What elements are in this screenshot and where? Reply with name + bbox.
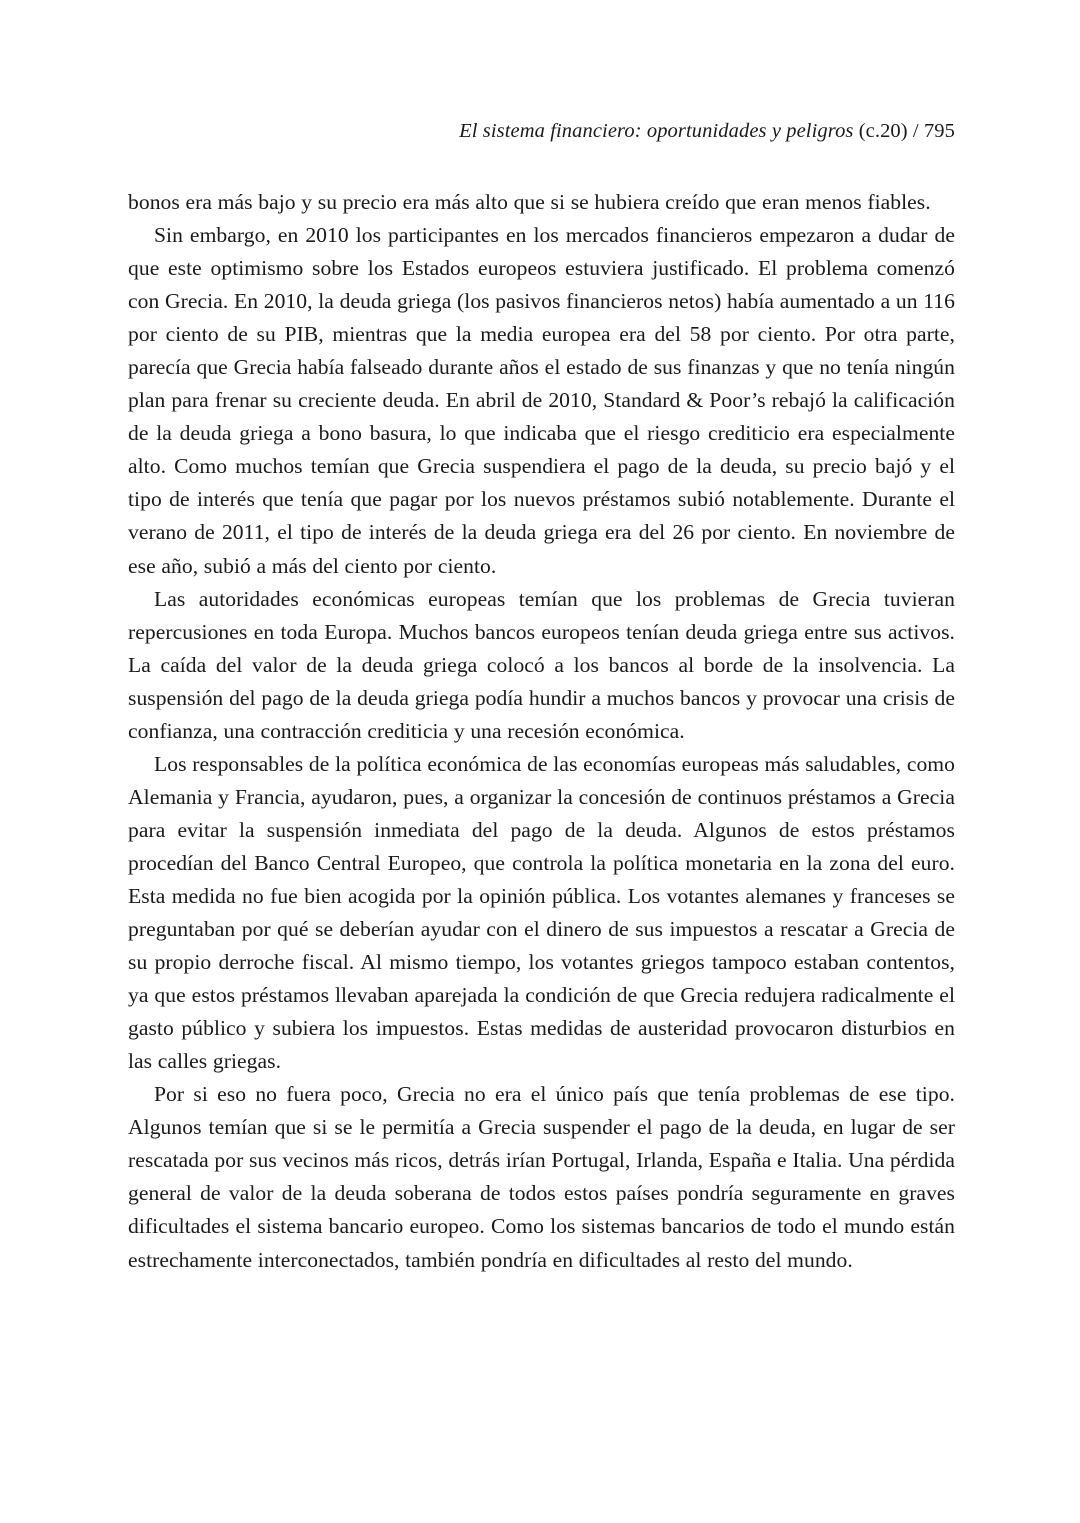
- paragraph-continuation: bonos era más bajo y su precio era más alto que si se hubiera creído que eran menos fiables.: [128, 190, 931, 214]
- running-head: [128, 120, 955, 143]
- body-text-block: [128, 186, 955, 1277]
- paragraph-por-si-eso: Por si eso no fuera poco, Grecia no era el único país que tenía problemas de ese tipo. Algunos temían que si se le permitía a Grecia suspender el pago de la deuda, en lugar de ser rescatada por sus vecinos más ricos, detrás irían Portugal, Irlanda, España e Italia. Una pérdida general de valor de la deuda soberana de todos estos países pondría seguramente en graves dificultades el sistema bancario europeo. Como los sistemas bancarios de todo el mundo están estrechamente interconectados, también pondría en dificultades al resto del mundo.: [128, 1082, 955, 1272]
- paragraph-sin-embargo: Sin embargo, en 2010 los participantes en los mercados financieros empezaron a dudar de que este optimismo sobre los Estados europeos estuviera justificado. El problema comenzó con Grecia. En 2010, la deuda griega (los pasivos financieros netos) había aumentado a un 116 por ciento de su PIB, mientras que la media europea era del 58 por ciento. Por otra parte, parecía que Grecia había falseado durante años el estado de sus finanzas y que no tenía ningún plan para frenar su creciente deuda. En abril de 2010, Standard & Poor’s rebajó la calificación de la deuda griega a bono basura, lo que indicaba que el riesgo crediticio era especialmente alto. Como muchos temían que Grecia suspendiera el pago de la deuda, su precio bajó y el tipo de interés que tenía que pagar por los nuevos préstamos subió notablemente. Durante el verano de 2011, el tipo de interés de la deuda griega era del 26 por ciento. En noviembre de ese año, subió a más del ciento por ciento.: [128, 223, 955, 578]
- running-head-chapter-folio: (c.20) / 795: [853, 120, 955, 142]
- paragraph-autoridades: Las autoridades económicas europeas temían que los problemas de Grecia tuvieran repercusiones en toda Europa. Muchos bancos europeos tenían deuda griega entre sus activos. La caída del valor de la deuda griega colocó a los bancos al borde de la insolvencia. La suspensión del pago de la deuda griega podía hundir a muchos bancos y provocar una crisis de confianza, una contracción crediticia y una recesión económica.: [128, 586, 955, 743]
- paragraph-responsables: Los responsables de la política económica de las economías europeas más saludables, como Alemania y Francia, ayudaron, pues, a organizar la concesión de continuos préstamos a Grecia para evitar la suspensión inmediata del pago de la deuda. Algunos de estos préstamos procedían del Banco Central Europeo, que controla la política monetaria en la zona del euro. Esta medida no fue bien acogida por la opinión pública. Los votantes alemanes y franceses se preguntaban por qué se deberían ayudar con el dinero de sus impuestos a rescatar a Grecia de su propio derroche fiscal. Al mismo tiempo, los votantes griegos tampoco estaban contentos, ya que estos préstamos llevaban aparejada la condición de que Grecia redujera radicalmente el gasto público y subiera los impuestos. Estas medidas de austeridad provocaron disturbios en las calles griegas.: [128, 751, 955, 1074]
- running-head-title: El sistema financiero: oportunidades y peligros: [459, 120, 854, 142]
